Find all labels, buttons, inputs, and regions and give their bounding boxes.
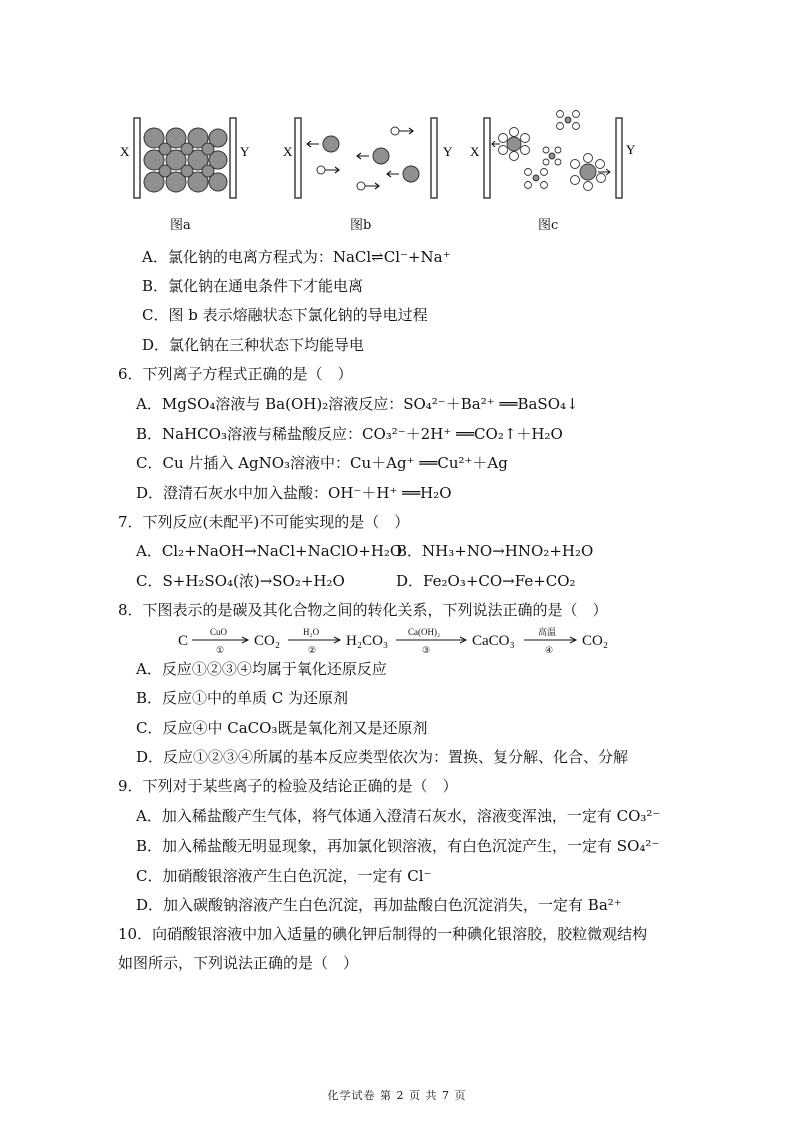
chloride-ion [323,136,419,182]
electrode-x [484,118,490,198]
q7-stem: 7．下列反应(未配平)不可能实现的是（ ） [118,513,410,531]
q6-option-b: B．NaHCO₃溶液与稀盐酸反应：CO₃²⁻＋2H⁺ ══CO₂↑＋H₂O [136,425,563,443]
chain-species-co2: CO₂ [254,633,281,649]
figure-c-caption: 图c [538,218,559,233]
hydrated-ion [499,111,606,191]
chain-species-h2co3: H₂CO₃ [346,633,389,649]
chain-reagent-2: H₂O [303,627,320,637]
electrode-y [431,118,437,198]
q6-stem: 6．下列离子方程式正确的是（ ） [118,365,353,383]
q6-option-d: D．澄清石灰水中加入盐酸：OH⁻＋H⁺ ══H₂O [136,484,452,502]
chain-step-2: ② [308,645,317,655]
chain-reagent-1: CuO [210,627,228,637]
chain-arrow-3 [396,637,466,643]
chain-step-4: ④ [545,645,554,655]
chain-arrow-4 [524,637,576,643]
q8-option-a: A．反应①②③④均属于氧化还原反应 [136,660,387,678]
q6-option-c: C．Cu 片插入 AgNO₃溶液中：Cu＋Ag⁺ ══Cu²⁺＋Ag [136,454,508,472]
electrode-x [295,118,301,198]
reaction-chain [178,626,638,656]
figure-row [118,98,678,233]
chain-reagent-3: Ca(OH)₂ [408,627,441,637]
electrode-y [230,118,236,198]
electrode-y-label: Y [443,144,453,159]
chain-reagent-4: 高温 [538,627,557,637]
figure-b [283,98,473,208]
figure-a-caption: 图a [170,218,191,233]
electrode-x-label: X [470,144,480,159]
q5-option-a: A．氯化钠的电离方程式为：NaCl⇌Cl⁻+Na⁺ [142,248,451,266]
q5-option-b: B．氯化钠在通电条件下才能电离 [142,277,364,295]
q10-stem-line-2: 如图所示，下列说法正确的是（ ） [118,954,359,972]
q7-option-b: B．NH₃+NO→HNO₂+H₂O [396,542,594,560]
chain-step-3: ③ [422,645,431,655]
q7-option-d: D．Fe₂O₃+CO→Fe+CO₂ [396,572,576,590]
q9-option-c: C．加硝酸银溶液产生白色沉淀，一定有 Cl⁻ [136,867,432,885]
chain-species-co2-final: CO₂ [582,633,609,649]
q9-stem: 9．下列对于某些离子的检验及结论正确的是（ ） [118,777,458,795]
figure-a [118,98,258,208]
q9-option-d: D．加入碳酸钠溶液产生白色沉淀，再加盐酸白色沉淀消失，一定有 Ba²⁺ [136,896,622,914]
q9-option-a: A．加入稀盐酸产生气体，将气体通入澄清石灰水，溶液变浑浊，一定有 CO₃²⁻ [136,807,661,825]
electrode-y [616,118,622,198]
page-footer: 化学试卷 第 2 页 共 7 页 [327,1089,467,1102]
q9-option-b: B．加入稀盐酸无明显现象，再加氯化钡溶液，有白色沉淀产生，一定有 SO₄²⁻ [136,837,660,855]
q7-option-a: A．Cl₂+NaOH→NaCl+NaClO+H₂O [136,542,403,560]
q5-option-c: C．图 b 表示熔融状态下氯化钠的导电过程 [142,306,428,324]
electrode-x [134,118,140,198]
q8-option-b: B．反应①中的单质 C 为还原剂 [136,689,349,707]
electrode-x-label: X [120,144,130,159]
chain-species-caco3: CaCO₃ [472,633,515,649]
figure-c [470,98,660,208]
q6-option-a: A．MgSO₄溶液与 Ba(OH)₂溶液反应：SO₄²⁻＋Ba²⁺ ══BaSO₄↓ [136,395,579,413]
chain-arrow-2 [288,637,340,643]
q10-stem-line-1: 10．向硝酸银溶液中加入适量的碘化钾后制得的一种碘化银溶胶，胶粒微观结构 [118,925,648,943]
motion-arrow [307,128,413,189]
electrode-x-label: X [283,144,293,159]
figure-b-caption: 图b [350,218,372,233]
electrode-y-label: Y [626,142,636,157]
chain-arrow-1 [192,637,248,643]
q8-option-d: D．反应①②③④所属的基本反应类型依次为：置换、复分解、化合、分解 [136,748,629,766]
sodium-chloride-lattice [144,128,227,192]
q8-option-c: C．反应④中 CaCO₃既是氧化剂又是还原剂 [136,719,428,737]
chain-species-c: C [178,633,189,649]
q5-option-d: D．氯化钠在三种状态下均能导电 [142,336,365,354]
chain-step-1: ① [216,645,225,655]
q7-option-c: C．S+H₂SO₄(浓)→SO₂+H₂O [136,572,345,590]
electrode-y-label: Y [240,144,250,159]
q8-stem: 8．下图表示的是碳及其化合物之间的转化关系，下列说法正确的是（ ） [118,601,608,619]
